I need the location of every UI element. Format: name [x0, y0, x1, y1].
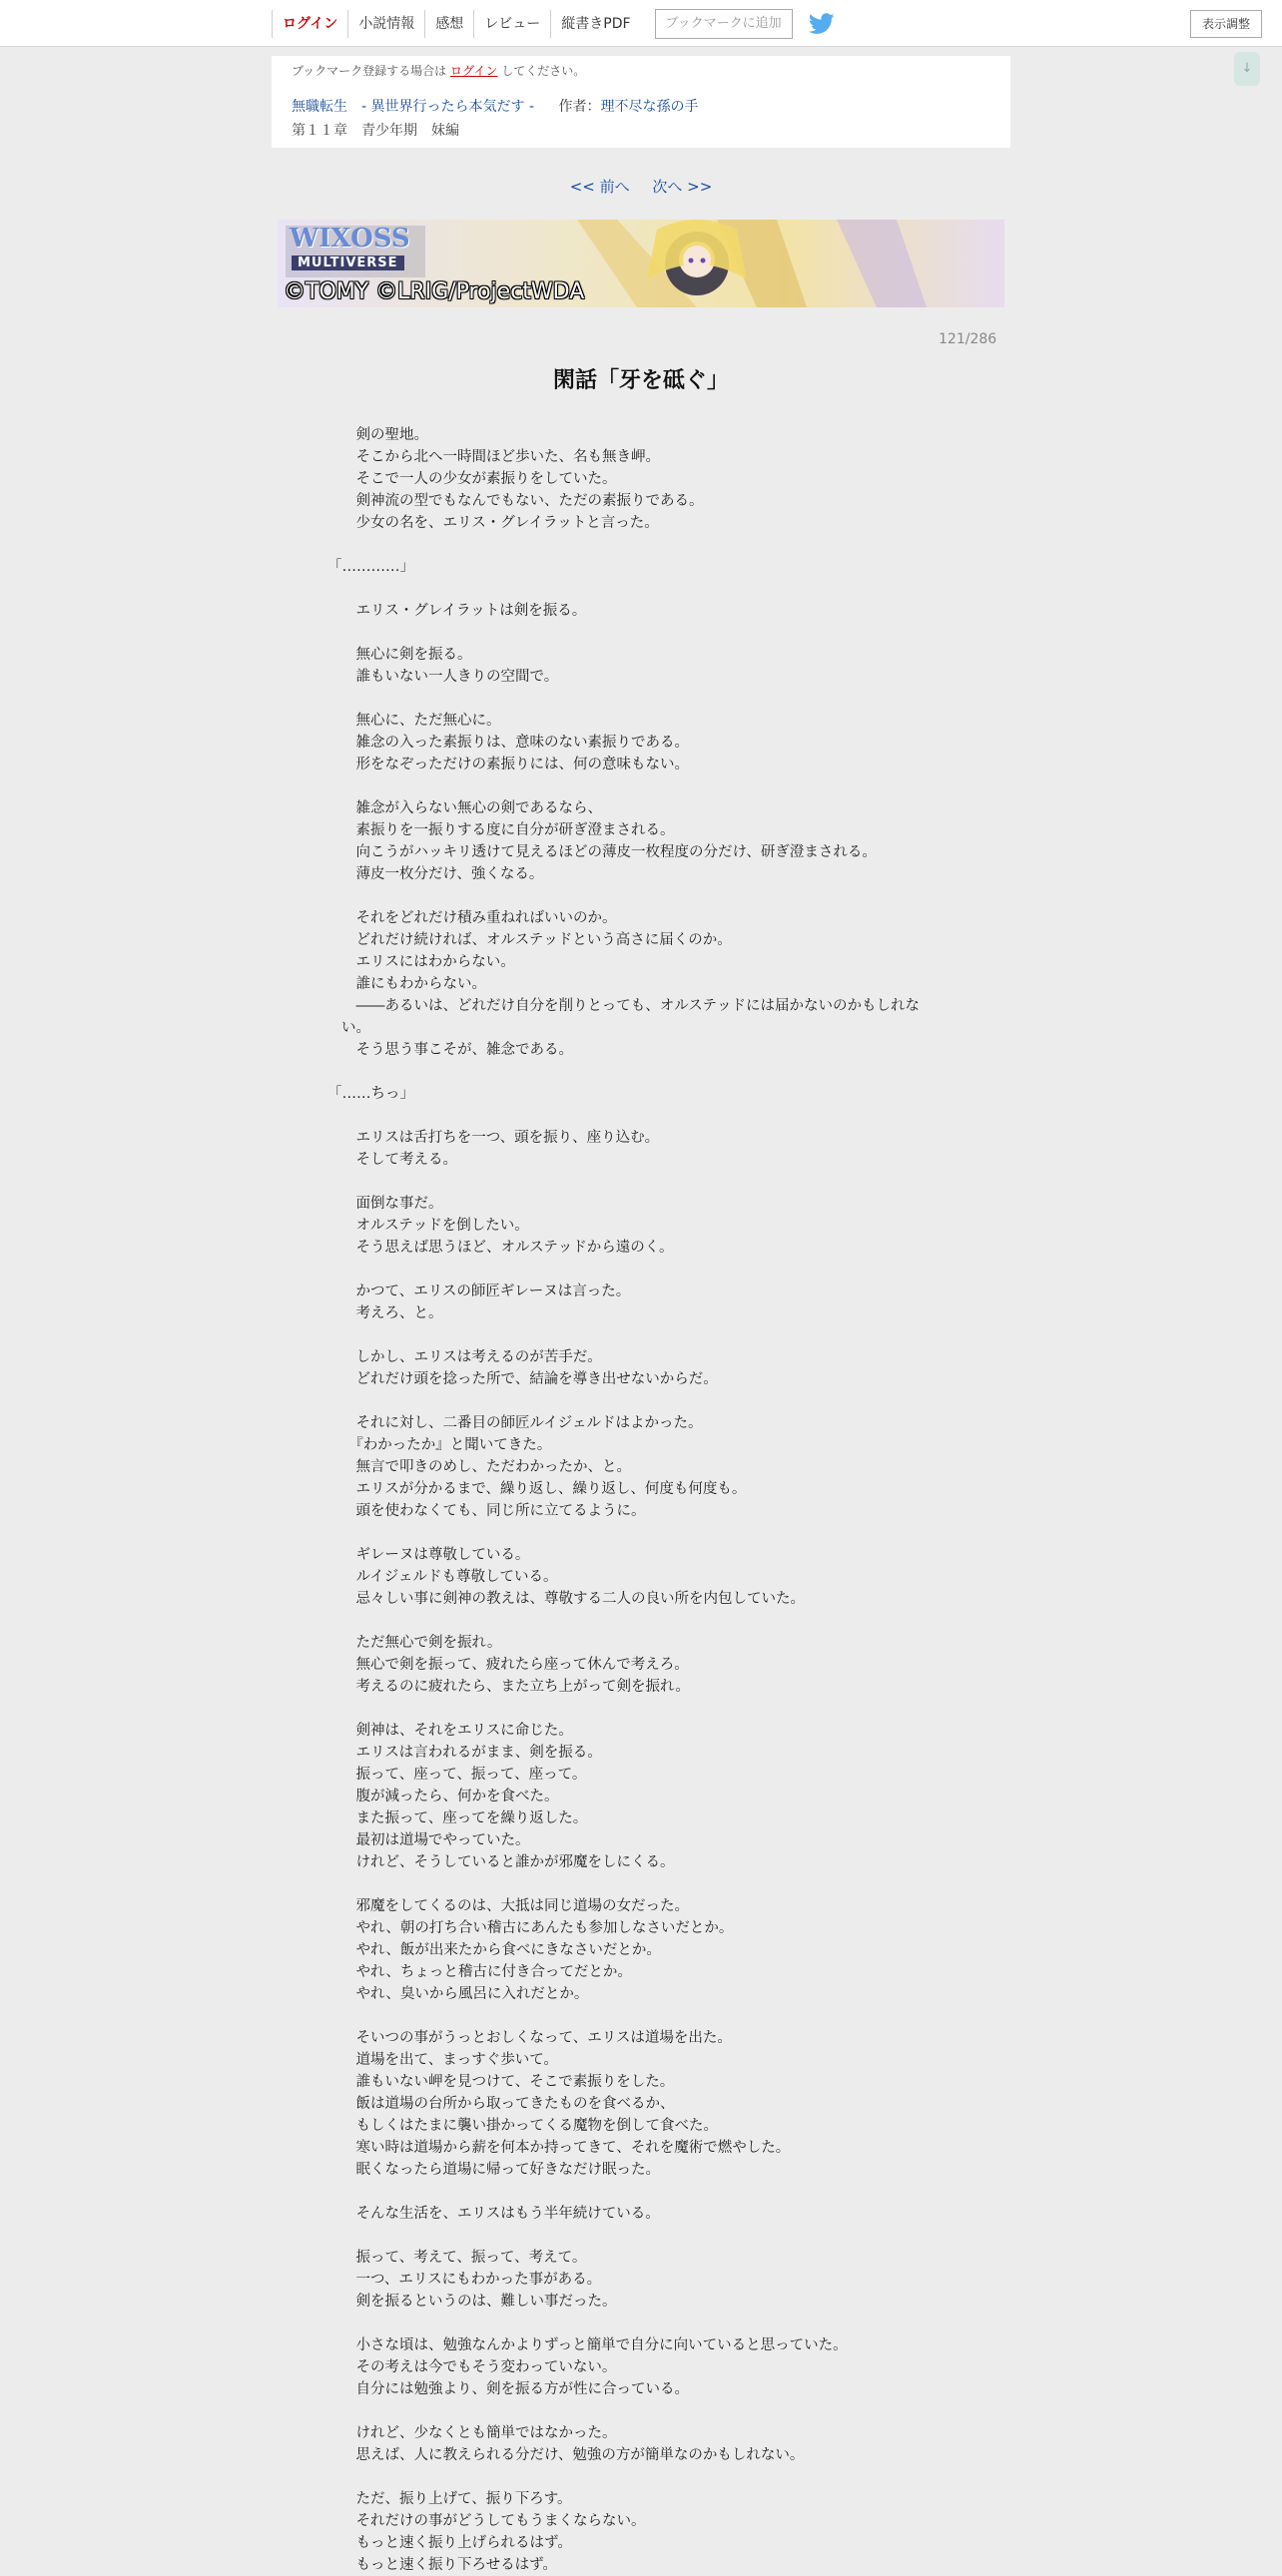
add-bookmark-button[interactable]: ブックマークに追加 — [655, 9, 793, 39]
body-line: そこから北へ一時間ほど歩いた、名も無き岬。 — [341, 449, 660, 465]
body-line: 振って、考えて、振って、考えて。 — [341, 2250, 587, 2266]
body-line: ただ無心で剣を振れ。 — [341, 1635, 502, 1651]
body-line: どれだけ続ければ、オルステッドという高さに届くのか。 — [341, 932, 732, 948]
body-line: 小さな頃は、勉強なんかよりずっと簡単で自分に向いていると思っていた。 — [341, 2337, 848, 2353]
nav-vertical-pdf-link[interactable]: 縦書きPDF — [550, 10, 640, 38]
body-line: また振って、座ってを繰り返した。 — [341, 1810, 588, 1826]
body-line: 腹が減ったら、何かを食べた。 — [341, 1789, 559, 1804]
prev-page-link[interactable]: << 前へ — [569, 178, 630, 196]
body-line: 無心に、ただ無心に。 — [341, 713, 501, 729]
body-line: 一つ、エリスにもわかった事がある。 — [341, 2272, 602, 2288]
body-line: 頭を使わなくても、同じ所に立てるように。 — [341, 1503, 646, 1519]
body-line — [341, 1873, 947, 1895]
body-line: それだけの事がどうしてもうまくならない。 — [341, 2513, 646, 2529]
body-line: やれ、飯が出来たから食べにきなさいだとか。 — [341, 1942, 661, 1958]
body-line: そう思えば思うほど、オルステッドから遠のく。 — [341, 1240, 674, 1256]
body-line: そう思う事こそが、雑念である。 — [341, 1042, 573, 1058]
body-line: やれ、朝の打ち合い稽古にあんたも参加しなさいだとか。 — [341, 1920, 734, 1936]
display-settings-button[interactable]: 表示調整 — [1190, 10, 1262, 38]
body-line — [341, 2181, 947, 2203]
author-link[interactable]: 理不尽な孫の手 — [600, 99, 699, 115]
series-title-link[interactable]: 無職転生 - 異世界行ったら本気だす - — [292, 99, 535, 115]
body-line: 考えろ、と。 — [341, 1305, 443, 1321]
body-line: 誰もいない一人きりの空間で。 — [341, 669, 559, 685]
body-line — [341, 1061, 947, 1083]
body-line: 剣神流の型でもなんでもない、ただの素振りである。 — [341, 493, 704, 509]
body-line: 眠くなったら道場に帰って好きなだけ眠った。 — [341, 2162, 660, 2178]
episode-title: 閑話「牙を砥ぐ」 — [552, 368, 729, 393]
twitter-icon[interactable] — [809, 13, 835, 35]
body-line: 少女の名を、エリス・グレイラットと言った。 — [341, 515, 659, 531]
body-line: ギレーヌは尊敬している。 — [341, 1547, 530, 1563]
nav-novel-info-link[interactable]: 小説情報 — [347, 10, 424, 38]
body-line: 思えば、人に教えられる分だけ、勉強の方が簡単なのかもしれない。 — [341, 2447, 805, 2463]
body-line: 振って、座って、振って、座って。 — [341, 1767, 587, 1783]
body-line: かつて、エリスの師匠ギレーヌは言った。 — [341, 1284, 631, 1299]
body-line — [341, 2400, 947, 2422]
body-line: それをどれだけ積み重ねればいいのか。 — [341, 910, 617, 926]
body-line: 無心で剣を振って、疲れたら座って休んで考えろ。 — [341, 1657, 689, 1673]
note-login-link[interactable]: ログイン — [450, 64, 498, 78]
body-line: 剣を振るというのは、難しい事だった。 — [341, 2294, 617, 2310]
body-line: 誰にもわからない。 — [341, 976, 486, 992]
body-line: 誰もいない岬を見つけて、そこで素振りをした。 — [341, 2074, 675, 2090]
body-line — [341, 775, 947, 797]
body-line: 無言で叩きのめし、ただわかったか、と。 — [341, 1459, 631, 1475]
body-line: ただ、振り上げて、振り下ろす。 — [341, 2491, 572, 2507]
banner-logo-wixoss: WIXOSS — [290, 224, 410, 254]
body-line: しかし、エリスは考えるのが苦手だ。 — [341, 1349, 602, 1365]
body-line — [341, 2005, 947, 2027]
novel-title-line — [292, 96, 698, 116]
body-line: 「……ちっ」 — [327, 1086, 414, 1102]
novel-info-box — [272, 56, 1010, 148]
body-line: やれ、ちょっと稽古に付き合ってだとか。 — [341, 1964, 632, 1980]
body-line: 『わかったか』と聞いてきた。 — [341, 1437, 552, 1453]
body-line: 「…………」 — [327, 559, 414, 575]
body-line — [341, 1171, 947, 1193]
body-line: 剣神は、それをエリスに命じた。 — [341, 1723, 573, 1739]
page-counter: 121/286 — [939, 331, 997, 347]
scroll-down-button[interactable]: ↓ — [1234, 52, 1260, 86]
body-line — [341, 1698, 947, 1720]
body-line — [341, 1259, 947, 1281]
body-line — [341, 2466, 947, 2488]
body-line — [341, 1610, 947, 1632]
body-line: その考えは今でもそう変わっていない。 — [341, 2359, 617, 2375]
body-line: オルステッドを倒したい。 — [341, 1218, 529, 1234]
chapter-title: 第１１章 青少年期 妹編 — [292, 123, 459, 139]
nav-review-link[interactable]: レビュー — [473, 10, 550, 38]
body-line: ――あるいは、どれだけ自分を削りとっても、オルステッドには届かないのかもしれない。 — [341, 998, 920, 1036]
nav-login-link[interactable]: ログイン — [272, 10, 347, 38]
body-line: エリスにはわからない。 — [341, 954, 515, 970]
body-line: ルイジェルドも尊敬している。 — [341, 1569, 558, 1585]
body-line: エリスが分かるまで、繰り返し、繰り返し、何度も何度も。 — [341, 1481, 747, 1497]
body-line — [341, 2225, 947, 2247]
body-line — [341, 1105, 947, 1127]
body-line: やれ、臭いから風呂に入れだとか。 — [341, 1986, 589, 2002]
body-line — [341, 1522, 947, 1544]
body-line: エリスは舌打ちを一つ、頭を振り、座り込む。 — [341, 1130, 660, 1146]
top-nav — [272, 8, 835, 40]
body-line — [341, 622, 947, 644]
top-bar — [0, 0, 1282, 47]
body-line: 忌々しい事に剣神の教えは、尊敬する二人の良い所を内包していた。 — [341, 1591, 805, 1607]
next-page-link[interactable]: 次へ >> — [652, 178, 713, 196]
body-line — [341, 534, 947, 556]
novel-body — [327, 424, 947, 2576]
body-line: 雑念の入った素振りは、意味のない素振りである。 — [341, 735, 689, 751]
body-line: 自分には勉強より、剣を振る方が性に合っている。 — [341, 2381, 689, 2397]
body-line: 最初は道場でやっていた。 — [341, 1832, 530, 1848]
body-line: それに対し、二番目の師匠ルイジェルドはよかった。 — [341, 1415, 703, 1431]
body-line: そこで一人の少女が素振りをしていた。 — [341, 471, 617, 487]
body-line: 寒い時は道場から薪を何本か持ってきて、それを魔術で燃やした。 — [341, 2140, 791, 2156]
body-line: もっと速く振り下ろせるはず。 — [341, 2557, 557, 2573]
body-line: もしくはたまに襲い掛かってくる魔物を倒して食べた。 — [341, 2118, 718, 2134]
body-line: 形をなぞっただけの素振りには、何の意味もない。 — [341, 757, 689, 773]
body-line — [341, 1390, 947, 1412]
body-line: 素振りを一振りする度に自分が研ぎ澄まされる。 — [341, 822, 675, 838]
body-line: 剣の聖地。 — [341, 427, 428, 443]
banner-copyright: ©TOMY ©LRIG/ProjectWDA — [284, 279, 585, 304]
body-line: そして考える。 — [341, 1152, 457, 1168]
bookmark-login-note: ブックマーク登録する場合は ログイン してください。 — [292, 64, 586, 78]
body-line: 邪魔をしてくるのは、大抵は同じ道場の女だった。 — [341, 1898, 689, 1914]
body-line — [341, 2313, 947, 2334]
body-line: もっと速く振り上げられるはず。 — [341, 2535, 572, 2551]
body-line: 向こうがハッキリ透けて見えるほどの薄皮一枚程度の分だけ、研ぎ澄まされる。 — [341, 844, 877, 860]
body-line — [341, 885, 947, 907]
body-line: 考えるのに疲れたら、また立ち上がって剣を振れ。 — [341, 1679, 690, 1695]
body-line: 無心に剣を振る。 — [341, 647, 472, 663]
body-line: エリスは言われるがまま、剣を振る。 — [341, 1745, 602, 1761]
body-line — [341, 578, 947, 600]
author-label: 作者： — [558, 99, 601, 115]
body-line: エリス・グレイラットは剣を振る。 — [341, 603, 587, 619]
body-line — [341, 1324, 947, 1346]
pager — [0, 176, 1282, 197]
body-line: どれだけ頭を捻った所で、結論を導き出せないからだ。 — [341, 1371, 718, 1387]
body-line: 雑念が入らない無心の剣であるなら、 — [341, 800, 602, 816]
body-line: 飯は道場の台所から取ってきたものを食べるか、 — [341, 2096, 675, 2112]
body-line: そんな生活を、エリスはもう半年続けている。 — [341, 2206, 660, 2222]
body-line: そいつの事がうっとおしくなって、エリスは道場を出た。 — [341, 2030, 732, 2046]
body-line: 道場を出て、まっすぐ歩いて。 — [341, 2052, 558, 2068]
body-line: 面倒な事だ。 — [341, 1196, 443, 1212]
nav-impressions-link[interactable]: 感想 — [424, 10, 473, 38]
body-line: 薄皮一枚分だけ、強くなる。 — [341, 866, 544, 882]
body-line: けれど、そうしていると誰かが邪魔をしにくる。 — [341, 1854, 675, 1870]
banner-logo-multiverse: MULTIVERSE — [292, 256, 404, 270]
ad-banner[interactable] — [278, 220, 1004, 307]
body-line — [341, 688, 947, 710]
body-line: けれど、少なくとも簡単ではなかった。 — [341, 2425, 617, 2441]
